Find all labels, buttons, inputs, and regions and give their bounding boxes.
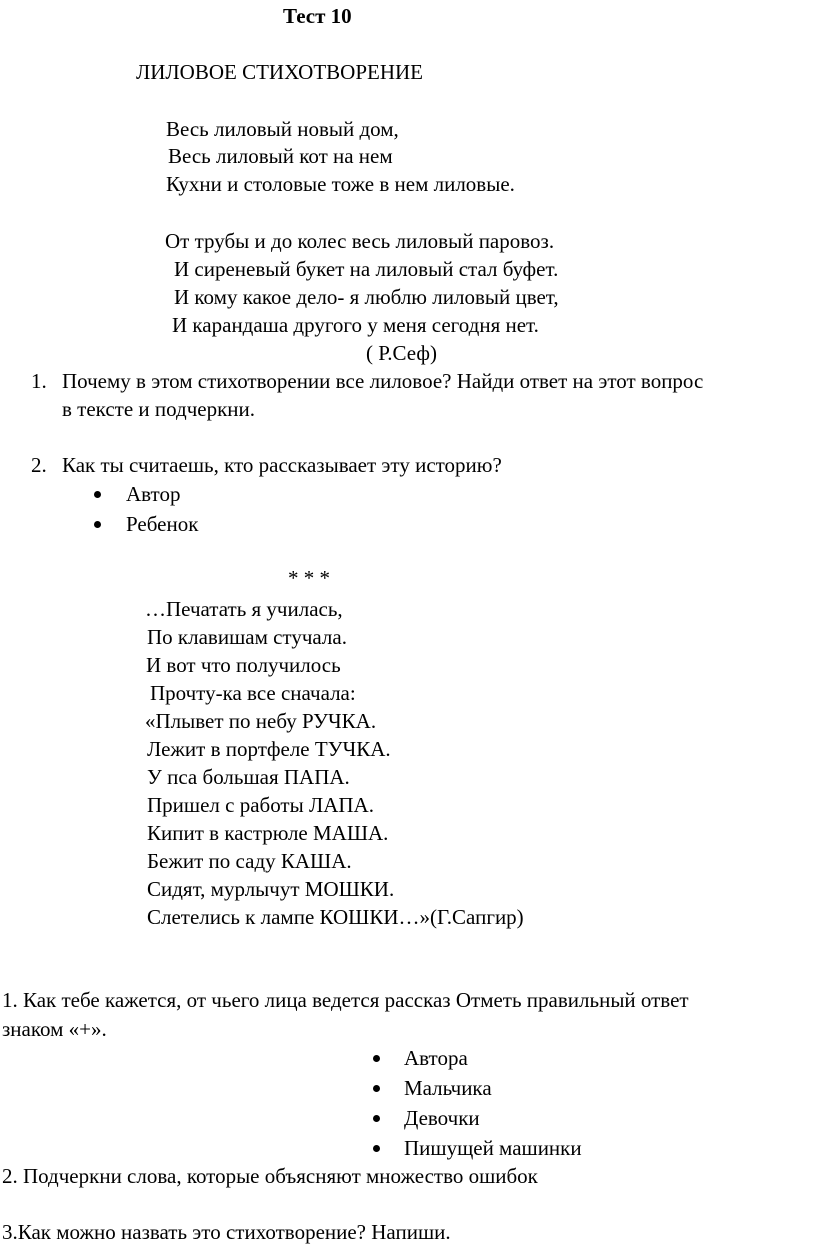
poem-line: «Плывет по небу РУЧКА. <box>145 709 377 733</box>
question-text: Как ты считаешь, кто рассказывает эту историю? <box>62 453 502 477</box>
poem-line: Весь лиловый новый дом, <box>166 117 399 141</box>
answer-option: Девочки <box>404 1106 480 1130</box>
question-text: 2. Подчеркни слова, которые объясняют множество ошибок <box>2 1164 538 1188</box>
question-text: 1. Как тебе кажется, от чьего лица ведется рассказ Отметь правильный ответ <box>2 988 689 1012</box>
poem-line: Слетелись к лампе КОШКИ…»(Г.Сапгир) <box>147 905 524 929</box>
question-text: 3.Как можно назвать это стихотворение? Напиши. <box>2 1220 451 1244</box>
bullet-icon <box>94 491 101 498</box>
poem-line: Кухни и столовые тоже в нем лиловые. <box>166 172 515 196</box>
poem-line: …Печатать я училась, <box>145 597 343 621</box>
poem-line: Весь лиловый кот на нем <box>168 144 393 168</box>
poem-author: ( Р.Сеф) <box>366 341 437 365</box>
poem-heading: ЛИЛОВОЕ СТИХОТВОРЕНИЕ <box>136 60 423 84</box>
question-text: Почему в этом стихотворении все лиловое? Найди ответ на этот вопрос <box>62 369 704 393</box>
poem-line: По клавишам стучала. <box>147 625 347 649</box>
bullet-icon <box>373 1055 380 1062</box>
question-number: 2. <box>31 453 47 477</box>
poem-line: И сиреневый букет на лиловый стал буфет. <box>174 257 559 281</box>
poem-line: Сидят, мурлычут МОШКИ. <box>147 877 395 901</box>
question-text: в тексте и подчеркни. <box>62 397 256 421</box>
poem-line: У пса большая ПАПА. <box>147 765 350 789</box>
poem-line: От трубы и до колес весь лиловый паровоз. <box>165 229 555 253</box>
answer-option: Ребенок <box>126 512 199 536</box>
bullet-icon <box>373 1145 380 1152</box>
answer-option: Автора <box>404 1046 468 1070</box>
bullet-icon <box>373 1085 380 1092</box>
answer-option: Мальчика <box>404 1076 492 1100</box>
poem-separator: * * * <box>288 566 330 590</box>
poem-line: Лежит в портфеле ТУЧКА. <box>147 737 391 761</box>
question-text: знаком «+». <box>2 1017 107 1041</box>
bullet-icon <box>94 521 101 528</box>
question-number: 1. <box>31 369 47 393</box>
bullet-icon <box>373 1115 380 1122</box>
answer-option: Автор <box>126 482 181 506</box>
poem-line: Бежит по саду КАША. <box>147 849 352 873</box>
poem-line: И карандаша другого у меня сегодня нет. <box>172 313 539 337</box>
poem-line: Пришел с работы ЛАПА. <box>147 793 374 817</box>
test-title: Тест 10 <box>283 4 352 28</box>
poem-line: И вот что получилось <box>146 653 341 677</box>
poem-line: И кому какое дело- я люблю лиловый цвет, <box>174 285 559 309</box>
poem-line: Кипит в кастрюле МАША. <box>147 821 389 845</box>
answer-option: Пишущей машинки <box>404 1136 582 1160</box>
poem-line: Прочту-ка все сначала: <box>150 681 356 705</box>
